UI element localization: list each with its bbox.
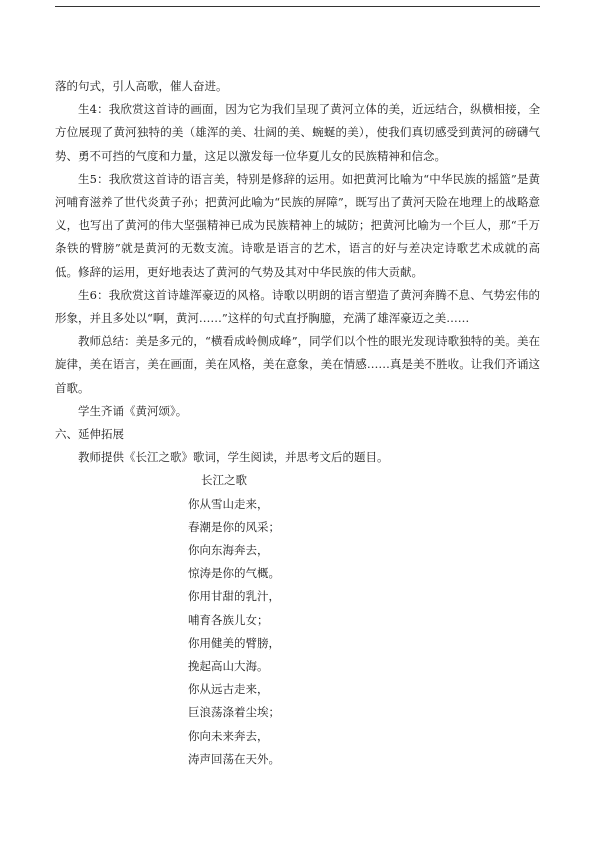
- paragraph-continuation: 落的句式，引人高歌，催人奋进。: [55, 79, 228, 93]
- paragraph-teacher-summary: 教师总结：美是多元的，“横看成岭侧成峰”，同学们以个性的眼光发现诗歌独特的美。美在旋律，美在语言，美在画面，美在风格，美在意象，美在情感……真是美不胜收。让我们齐诵这首歌。: [55, 334, 540, 395]
- paragraph-extension: 教师提供《长江之歌》歌词，学生阅读，并思考文后的题目。: [78, 450, 389, 465]
- paragraph-student-4: 生4：我欣赏这首诗的画面，因为它为我们呈现了黄河立体的美，近远结合，纵横相接，全方位展现了黄河独特的美（雄浑的美、壮阔的美、蜿蜒的美），使我们真切感受到黄河的磅礴气势、勇不可挡的气度和力量，这足以激发每一位华夏儿女的民族精神和信念。: [55, 102, 540, 163]
- poem-line: 巨浪荡涤着尘埃；: [188, 705, 280, 720]
- paragraph-student-5: 生5：我欣赏这首诗的语言美，特别是修辞的运用。如把黄河比喻为“中华民族的摇篮”是黄河哺育滋养了世代炎黄子孙；把黄河此喻为“民族的屏障”，既写出了黄河天险在地理上的战略意义，也写出了黄河的伟大坚强精神已成为民族精神上的城防；把黄河比喻为一个巨人，那“千万条铁的臂膀”就是黄河的无数支流。诗歌是语言的艺术，语言的好与差决定诗歌艺术成就的高低。修辞的运用，更好地表达了黄河的气势及其对中华民族的伟大贡献。: [55, 171, 540, 279]
- poem-title: 长江之歌: [201, 473, 247, 488]
- poem-line: 你用健美的臂膀，: [188, 635, 280, 650]
- poem-line: 惊涛是你的气概。: [188, 566, 280, 581]
- poem-line: 你向未来奔去，: [188, 728, 269, 743]
- paragraph-student-6: 生6：我欣赏这首诗雄浑豪迈的风格。诗歌以明朗的语言塑造了黄河奔腾不息、气势宏伟的形象，并且多处以“啊，黄河……”这样的句式直抒胸臆，充满了雄浑豪迈之美……: [55, 287, 540, 326]
- poem-line: 你从雪山走来，: [188, 496, 269, 511]
- paragraph-recitation: 学生齐诵《黄河颂》。: [78, 403, 188, 418]
- poem-line: 你从远古走来，: [188, 682, 269, 697]
- poem-line: 挽起高山大海。: [188, 659, 269, 674]
- header-rule: [55, 6, 540, 7]
- poem-line: 哺育各族儿女；: [188, 612, 269, 627]
- poem-line: 你用甘甜的乳汁，: [188, 589, 280, 604]
- section-heading: 六、延伸拓展: [55, 427, 124, 442]
- poem-body: [188, 493, 540, 771]
- poem-line: 涛声回荡在天外。: [188, 751, 280, 766]
- poem-line: 你向东海奔去，: [188, 543, 269, 558]
- document-body: [55, 75, 540, 771]
- poem-line: 春潮是你的风采；: [188, 519, 280, 534]
